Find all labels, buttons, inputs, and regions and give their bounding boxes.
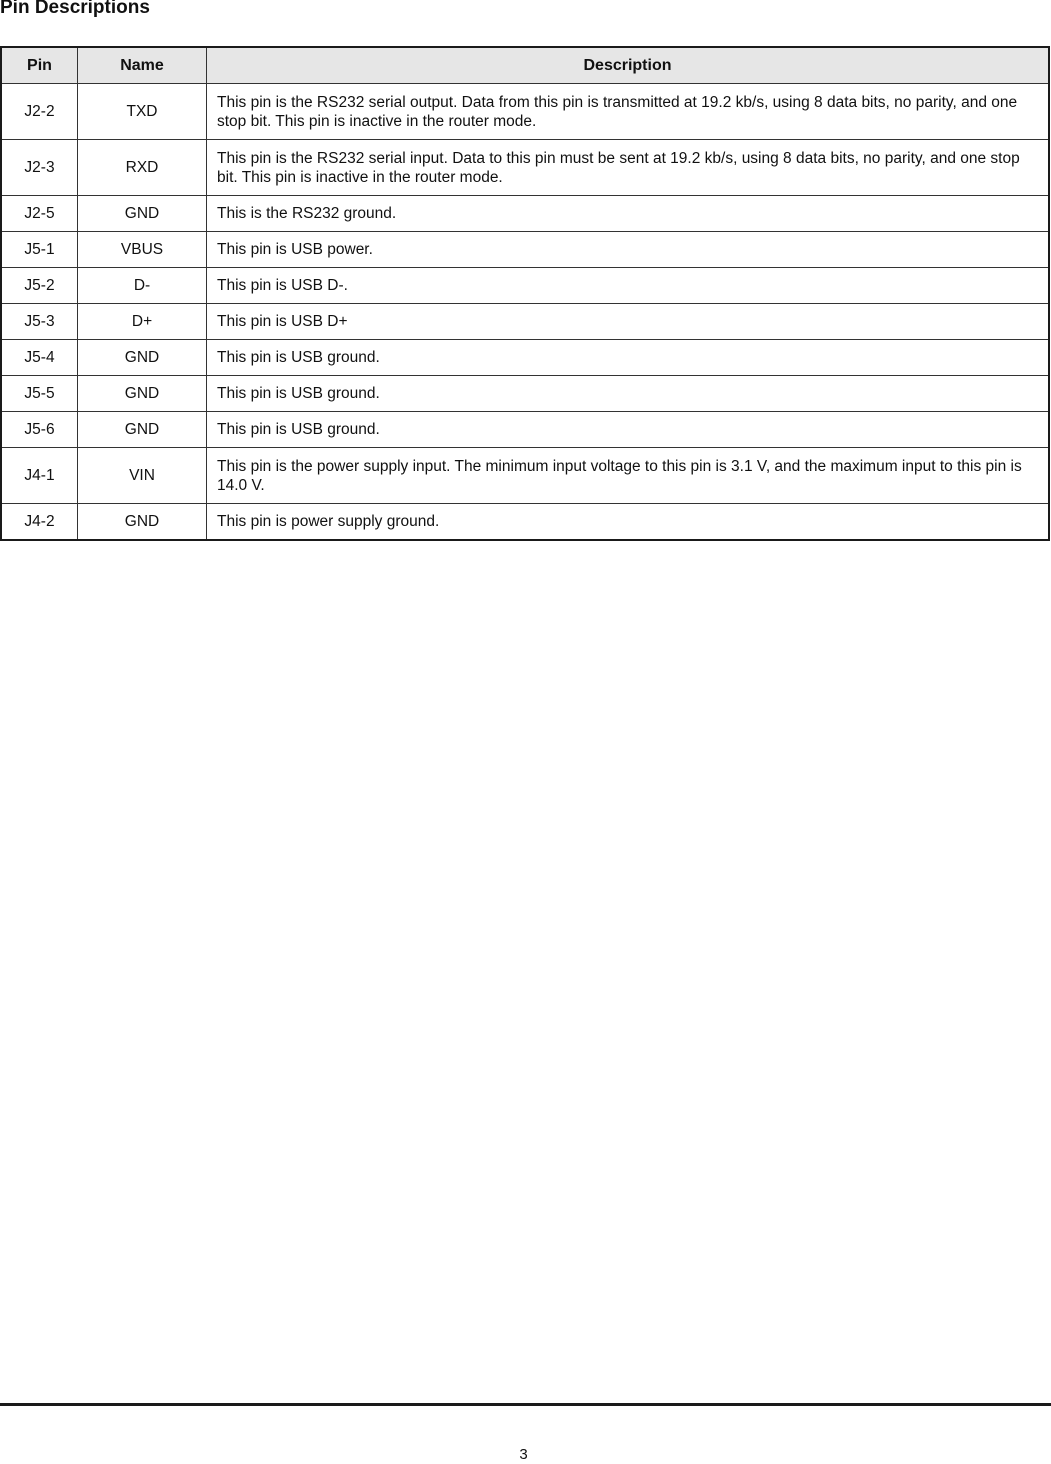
table-row bbox=[1, 196, 1049, 232]
name-cell: GND bbox=[78, 412, 207, 448]
pin-cell: J5-3 bbox=[1, 304, 78, 340]
name-cell: GND bbox=[78, 504, 207, 541]
table-row bbox=[1, 376, 1049, 412]
name-cell: D+ bbox=[78, 304, 207, 340]
description-cell: This pin is USB D+ bbox=[207, 304, 1050, 340]
name-cell: VIN bbox=[78, 448, 207, 504]
description-cell: This pin is the power supply input. The minimum input voltage to this pin is 3.1 V, and the maximum input to this pin is 14.0 V. bbox=[207, 448, 1050, 504]
footer-divider bbox=[0, 1403, 1051, 1406]
name-cell: VBUS bbox=[78, 232, 207, 268]
description-cell: This pin is USB power. bbox=[207, 232, 1050, 268]
description-cell: This pin is the RS232 serial output. Data from this pin is transmitted at 19.2 kb/s, using 8 data bits, no parity, and one stop bit. This pin is inactive in the router mode. bbox=[207, 84, 1050, 140]
description-cell: This is the RS232 ground. bbox=[207, 196, 1050, 232]
pin-cell: J4-2 bbox=[1, 504, 78, 541]
description-cell: This pin is power supply ground. bbox=[207, 504, 1050, 541]
table-row bbox=[1, 232, 1049, 268]
description-cell: This pin is USB D-. bbox=[207, 268, 1050, 304]
pin-cell: J5-5 bbox=[1, 376, 78, 412]
page-number-container bbox=[0, 1446, 1051, 1463]
pin-cell: J5-4 bbox=[1, 340, 78, 376]
table-row bbox=[1, 304, 1049, 340]
table-row bbox=[1, 140, 1049, 196]
name-cell: RXD bbox=[78, 140, 207, 196]
pin-cell: J5-6 bbox=[1, 412, 78, 448]
name-cell: TXD bbox=[78, 84, 207, 140]
name-cell: GND bbox=[78, 340, 207, 376]
description-cell: This pin is USB ground. bbox=[207, 376, 1050, 412]
table-row bbox=[1, 448, 1049, 504]
column-header-description: Description bbox=[207, 47, 1050, 84]
pin-cell: J2-2 bbox=[1, 84, 78, 140]
pin-cell: J4-1 bbox=[1, 448, 78, 504]
table-row bbox=[1, 84, 1049, 140]
table-header-row bbox=[1, 47, 1049, 84]
name-cell: GND bbox=[78, 376, 207, 412]
table-row bbox=[1, 268, 1049, 304]
page-title: Pin Descriptions bbox=[0, 0, 150, 18]
page-number: 3 bbox=[519, 1446, 528, 1463]
column-header-pin: Pin bbox=[1, 47, 78, 84]
pin-cell: J2-5 bbox=[1, 196, 78, 232]
name-cell: GND bbox=[78, 196, 207, 232]
pin-cell: J2-3 bbox=[1, 140, 78, 196]
pin-cell: J5-1 bbox=[1, 232, 78, 268]
description-cell: This pin is USB ground. bbox=[207, 412, 1050, 448]
table-row bbox=[1, 340, 1049, 376]
description-cell: This pin is USB ground. bbox=[207, 340, 1050, 376]
pin-cell: J5-2 bbox=[1, 268, 78, 304]
description-cell: This pin is the RS232 serial input. Data to this pin must be sent at 19.2 kb/s, using 8 data bits, no parity, and one stop bit. This pin is inactive in the router mode. bbox=[207, 140, 1050, 196]
table-row bbox=[1, 504, 1049, 541]
table-row bbox=[1, 412, 1049, 448]
column-header-name: Name bbox=[78, 47, 207, 84]
name-cell: D- bbox=[78, 268, 207, 304]
pin-descriptions-table bbox=[0, 46, 1050, 541]
